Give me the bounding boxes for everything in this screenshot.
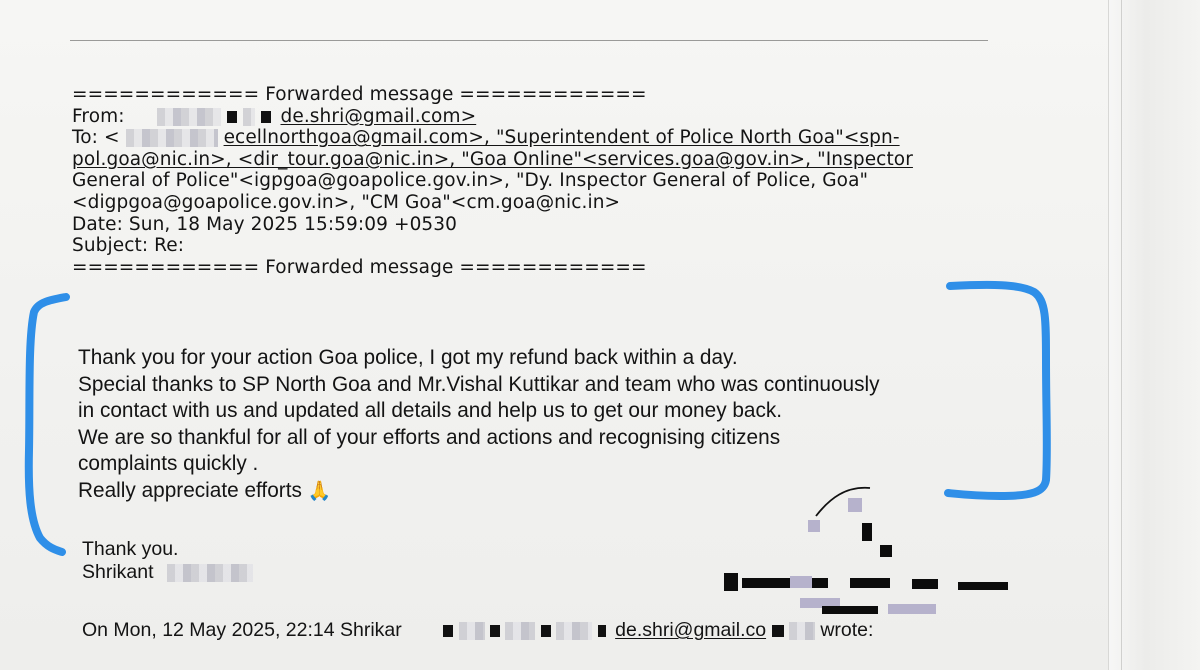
sender-name: Shrikant (82, 561, 154, 583)
to-line-2[interactable]: pol.goa@nic.in>, <dir_tour.goa@nic.in>, "Goa Online"<services.goa@gov.in>, "Inspector (72, 148, 913, 170)
subject-line: Subject: Re: (72, 235, 185, 257)
forward-separator-top: ============ Forwarded message ============ (72, 84, 647, 105)
from-email[interactable]: de.shri@gmail.com> (280, 105, 477, 127)
forward-separator-bottom: ============ Forwarded message ============ (72, 256, 647, 278)
praying-hands-icon: 🙏 (307, 480, 332, 502)
message-line: Thank you for your action Goa police, I got my refund back within a day. (78, 346, 738, 369)
thanks-text: Thank you. (82, 538, 179, 560)
quoted-email[interactable]: de.shri@gmail.co (615, 619, 767, 641)
to-line-4[interactable]: <digpgoa@goapolice.gov.in>, "CM Goa"<cm.goa@nic.in> (72, 191, 621, 213)
to-recipients-1[interactable]: ecellnorthgoa@gmail.com>, "Superintendent of Police North Goa"<spn- (223, 127, 900, 149)
message-line: in contact with us and updated all details and help us to get our money back. (78, 399, 783, 422)
to-label: To: < (72, 127, 120, 149)
from-label: From: (72, 105, 125, 127)
quoted-suffix: wrote: (820, 619, 874, 641)
quoted-prefix: On Mon, 12 May 2025, 22:14 Shrikar (82, 619, 402, 641)
date-line: Date: Sun, 18 May 2025 15:59:09 +0530 (72, 213, 458, 235)
message-line: We are so thankful for all of your efforts and actions and recognising citizens (78, 425, 781, 449)
appreciation-text: Really appreciate efforts (78, 478, 302, 502)
message-line: complaints quickly . (78, 452, 259, 475)
message-line: Special thanks to SP North Goa and Mr.Vishal Kuttikar and team who was continuously (78, 372, 880, 396)
to-line-3[interactable]: General of Police"<igpgoa@goapolice.gov.in>, "Dy. Inspector General of Police, Goa" (72, 170, 869, 192)
